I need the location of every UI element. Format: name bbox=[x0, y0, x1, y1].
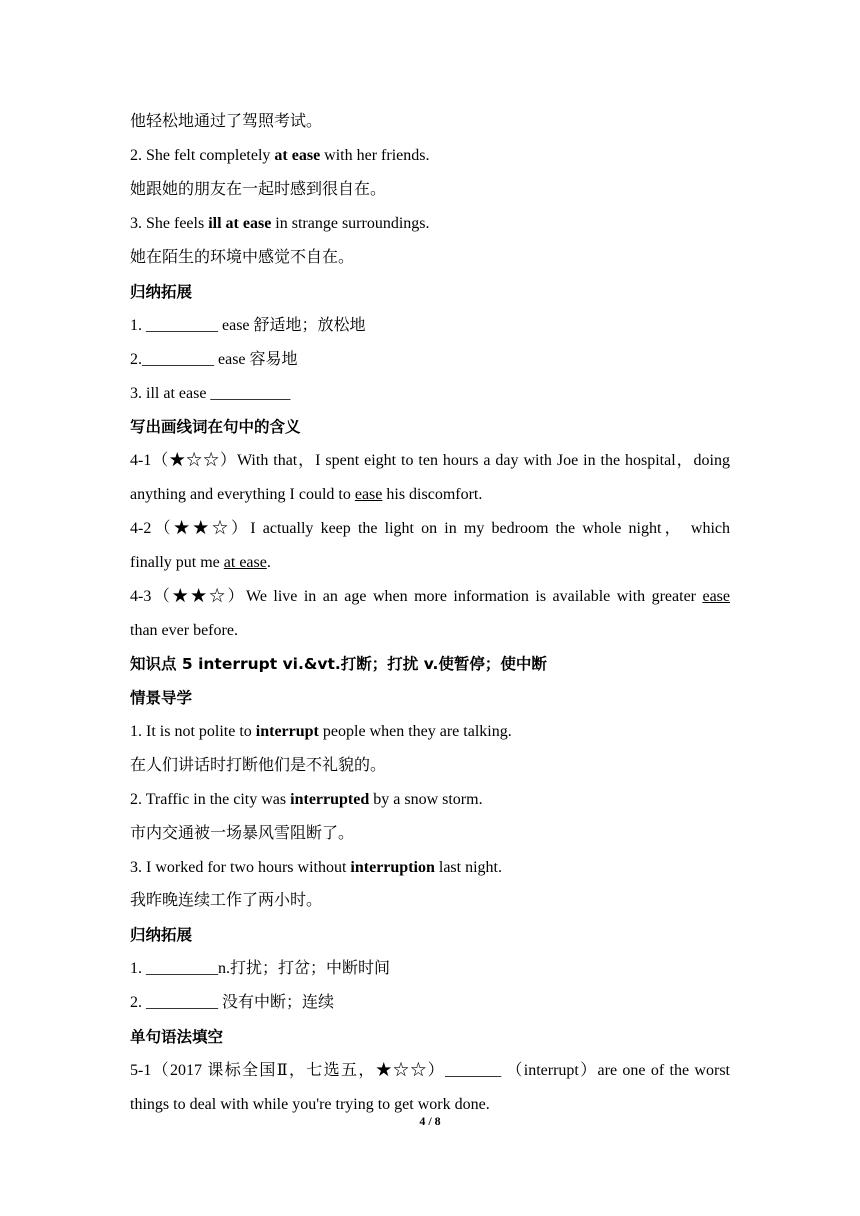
exercise-line bbox=[130, 587, 730, 607]
fill-blank-item bbox=[130, 384, 730, 404]
heading-text: 归纳拓展 bbox=[130, 283, 193, 301]
text: 3. I worked for two hours without bbox=[130, 859, 351, 876]
text: finally put me bbox=[130, 554, 224, 571]
heading-text: 情景导学 bbox=[130, 689, 193, 707]
text: 他轻松地通过了驾照考试。 bbox=[130, 113, 323, 130]
exercise-line bbox=[130, 553, 730, 573]
exercise-line bbox=[130, 1095, 730, 1115]
example-sentence bbox=[130, 722, 730, 742]
text-line bbox=[130, 112, 730, 132]
section-heading bbox=[130, 282, 730, 302]
text: 市内交通被一场暴风雪阻断了。 bbox=[130, 825, 355, 842]
text: his discomfort. bbox=[382, 486, 483, 503]
text: anything and everything I could to bbox=[130, 486, 355, 503]
example-sentence bbox=[130, 790, 730, 810]
text: 2. _________ 没有中断；连续 bbox=[130, 994, 335, 1011]
fill-blank-item bbox=[130, 959, 730, 979]
text: 1. _________ ease 舒适地；放松地 bbox=[130, 317, 366, 334]
text: with her friends. bbox=[320, 147, 430, 164]
text: things to deal with while you're trying to get work done. bbox=[130, 1096, 490, 1113]
example-sentence bbox=[130, 858, 730, 878]
section-heading bbox=[130, 925, 730, 945]
heading-text: 知识点 5 interrupt vi.&vt.打断；打扰 v.使暂停；使中断 bbox=[130, 655, 547, 673]
bold-phrase: interrupt bbox=[255, 723, 319, 740]
page-number-text: 4 / 8 bbox=[419, 1114, 441, 1128]
text: 她跟她的朋友在一起时感到很自在。 bbox=[130, 181, 387, 198]
section-heading bbox=[130, 417, 730, 437]
text: than ever before. bbox=[130, 622, 238, 639]
text: 4-3（★★☆）We live in an age when more information is available with greater bbox=[130, 588, 703, 605]
text: 4-2（★★☆）I actually keep the light on in my bedroom the whole night， which bbox=[130, 520, 730, 537]
example-sentence bbox=[130, 146, 730, 166]
text: people when they are talking. bbox=[318, 723, 512, 740]
text: 2._________ ease 容易地 bbox=[130, 351, 298, 368]
page-number bbox=[0, 1114, 860, 1129]
exercise-line bbox=[130, 519, 730, 539]
knowledge-point-heading bbox=[130, 654, 730, 674]
bold-phrase: ill at ease bbox=[208, 215, 272, 232]
section-heading bbox=[130, 688, 730, 708]
bold-phrase: at ease bbox=[274, 147, 321, 164]
example-sentence bbox=[130, 214, 730, 234]
text: 1. It is not polite to bbox=[130, 723, 256, 740]
fill-blank-item bbox=[130, 350, 730, 370]
exercise-line bbox=[130, 621, 730, 641]
text-line bbox=[130, 824, 730, 844]
underlined-word: at ease bbox=[223, 554, 267, 571]
text-line bbox=[130, 180, 730, 200]
fill-blank-item bbox=[130, 993, 730, 1013]
bold-phrase: interrupted bbox=[290, 791, 370, 808]
text: 2. She felt completely bbox=[130, 147, 275, 164]
text-line bbox=[130, 756, 730, 776]
text: 2. Traffic in the city was bbox=[130, 791, 291, 808]
section-heading bbox=[130, 1027, 730, 1047]
text: 3. ill at ease __________ bbox=[130, 385, 291, 402]
text-line bbox=[130, 891, 730, 911]
text: 她在陌生的环境中感觉不自在。 bbox=[130, 249, 355, 266]
text: . bbox=[266, 554, 271, 571]
heading-text: 写出画线词在句中的含义 bbox=[130, 418, 301, 436]
text: 1. _________n.打扰；打岔；中断时间 bbox=[130, 960, 391, 977]
exercise-line bbox=[130, 485, 730, 505]
text: 5-1（2017 课标全国Ⅱ，七选五，★☆☆）_______ （interrupt）are one of the worst bbox=[130, 1062, 730, 1079]
exercise-line bbox=[130, 451, 730, 471]
exercise-line bbox=[130, 1061, 730, 1081]
heading-text: 归纳拓展 bbox=[130, 926, 193, 944]
text: last night. bbox=[434, 859, 502, 876]
text: 3. She feels bbox=[130, 215, 209, 232]
underlined-word: ease bbox=[354, 486, 383, 503]
text: 我昨晚连续工作了两小时。 bbox=[130, 892, 323, 909]
fill-blank-item bbox=[130, 316, 730, 336]
text: by a snow storm. bbox=[369, 791, 483, 808]
text: 4-1（★☆☆）With that，I spent eight to ten hours a day with Joe in the hospital，doing bbox=[130, 452, 730, 469]
underlined-word: ease bbox=[702, 588, 730, 605]
text: in strange surroundings. bbox=[271, 215, 430, 232]
text: 在人们讲话时打断他们是不礼貌的。 bbox=[130, 757, 387, 774]
heading-text: 单句语法填空 bbox=[130, 1028, 224, 1046]
text-line bbox=[130, 248, 730, 268]
bold-phrase: interruption bbox=[350, 859, 435, 876]
